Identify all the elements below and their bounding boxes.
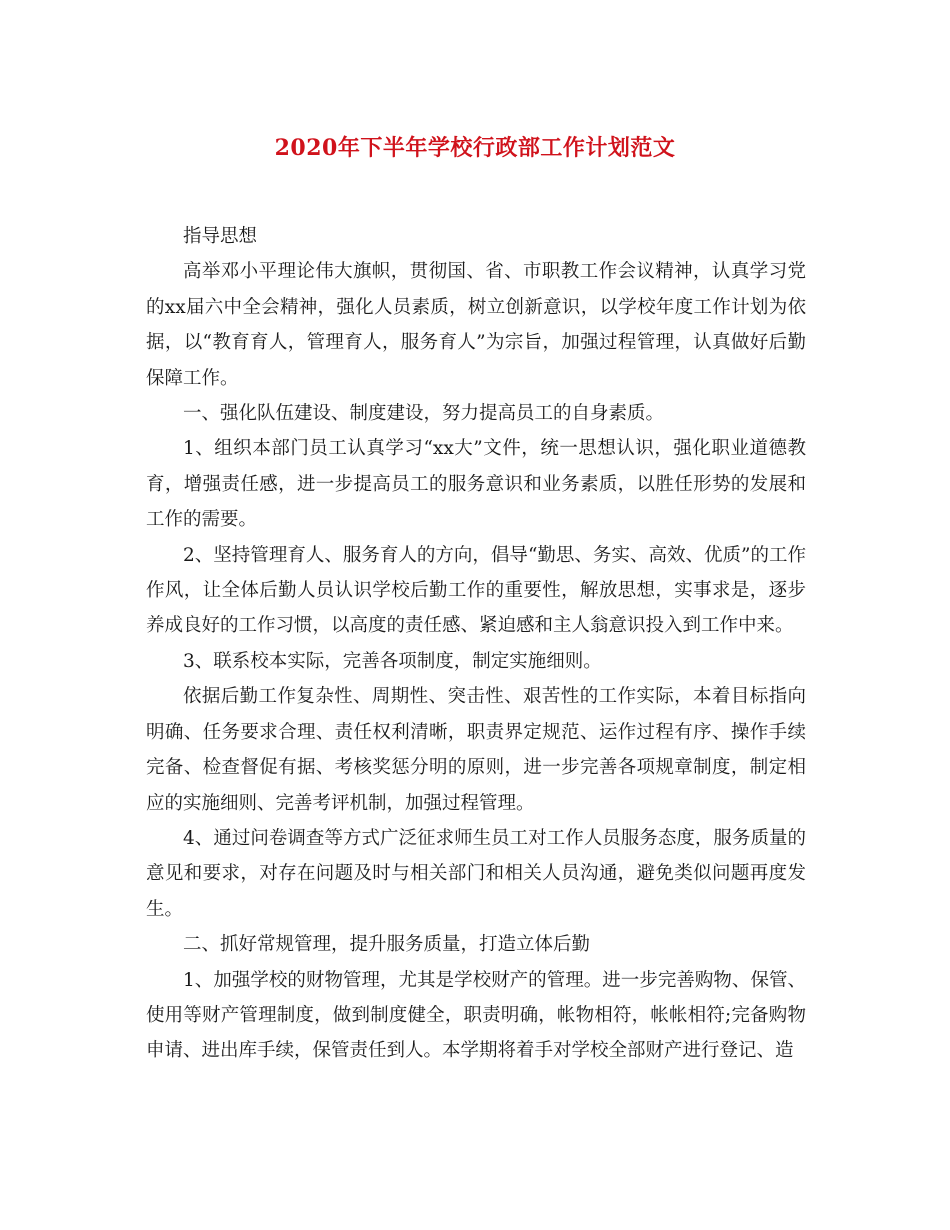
paragraph: 3、联系校本实际，完善各项制度，制定实施细则。: [183, 650, 602, 672]
document-title: 2020年下半年学校行政部工作计划范文: [274, 135, 676, 161]
paragraph: 高举邓小平理论伟大旗帜，贯彻国、省、市职教工作会议精神，认真学习党的xx届六中全会精神，强化人员素质，树立创新意识，以学校年度工作计划为依据，以“教育育人，管理育人，服务育人”为宗旨，加强过程管理，认真做好后勤保障工作。: [146, 261, 806, 389]
paragraph: 1、组织本部门员工认真学习“xx大”文件，统一思想认识，强化职业道德教育，增强责任感，进一步提高员工的服务意识和业务素质，以胜任形势的发展和工作的需要。: [146, 438, 806, 531]
paragraph: 依据后勤工作复杂性、周期性、突击性、艰苦性的工作实际，本着目标指向明确、任务要求合理、责任权利清晰，职责界定规范、运作过程有序、操作手续完备、检查督促有据、考核奖惩分明的原则，进一步完善各项规章制度，制定相应的实施细则、完善考评机制，加强过程管理。: [146, 686, 806, 814]
paragraph: 4、通过问卷调查等方式广泛征求师生员工对工作人员服务态度，服务质量的意见和要求，对存在问题及时与相关部门和相关人员沟通，避免类似问题再度发生。: [146, 827, 806, 920]
paragraph-heading-guiding-ideology: 指导思想: [183, 226, 258, 247]
document-body: [146, 219, 806, 1069]
paragraph: 1、加强学校的财物管理，尤其是学校财产的管理。进一步完善购物、保管、使用等财产管理制度，做到制度健全，职责明确，帐物相符，帐帐相符;完备购物申请、进出库手续，保管责任到人。本学期将着手对学校全部财产进行登记、造: [146, 969, 806, 1062]
section-heading: 一、强化队伍建设、制度建设，努力提高员工的自身素质。: [183, 403, 665, 425]
paragraph: 2、坚持管理育人、服务育人的方向，倡导“勤思、务实、高效、优质”的工作作风，让全体后勤人员认识学校后勤工作的重要性，解放思想，实事求是，逐步养成良好的工作习惯，以高度的责任感、紧迫感和主人翁意识投入到工作中来。: [146, 544, 806, 637]
section-heading: 二、抓好常规管理，提升服务质量，打造立体后勤: [183, 934, 591, 956]
